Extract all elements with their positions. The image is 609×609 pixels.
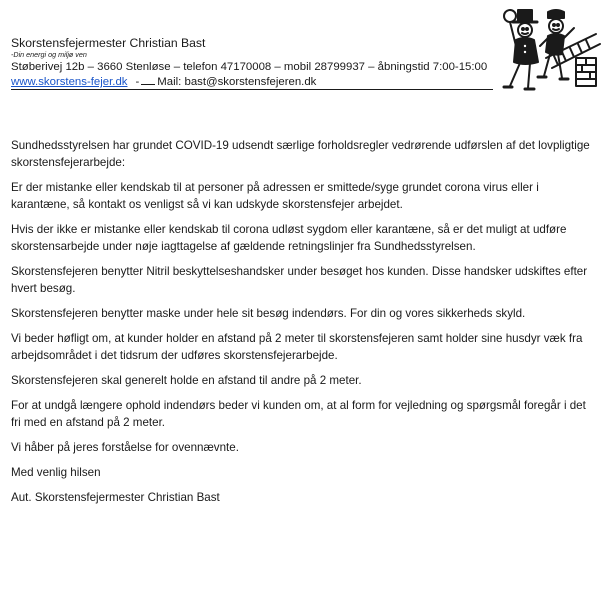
website-link[interactable]: www.skorstens-fejer.dk <box>11 76 128 88</box>
paragraph-gloves: Skorstensfejeren benytter Nitril beskyttelseshandsker under besøget hos kunden. Disse handsker udskiftes efter hvert besøg. <box>11 265 588 295</box>
paragraph-distance-general: Skorstensfejeren skal generelt holde en afstand til andre på 2 meter. <box>11 374 362 387</box>
paragraph-signature: Aut. Skorstensfejermester Christian Bast <box>11 491 220 504</box>
paragraph-outdoor-guidance: For at undgå længere ophold indendørs beder vi kunden om, at al form for vejledning og spørgsmål foregår i det fri med en afstand på 2 meter. <box>11 399 586 429</box>
paragraph-intro: Sundhedsstyrelsen har grundet COVID-19 udsendt særlige forholdsregler vedrørende udførslen af det lovpligtige skorstensfejerarbejde: <box>11 139 590 169</box>
mail-address: Mail: bast@skorstensfejeren.dk <box>157 76 317 88</box>
paragraph-suspicion: Er der mistanke eller kendskab til at personer på adressen er smittede/syge grundet corona virus eller i karantæne, så kontakt os venligst så vi kan udskyde skorstensfejer arbejdet. <box>11 181 539 211</box>
company-name: Skorstensfejermester Christian Bast <box>11 36 206 50</box>
letterhead <box>11 36 501 90</box>
paragraph-understanding: Vi håber på jeres forståelse for ovennævnte. <box>11 441 239 454</box>
separator: - <box>135 76 140 88</box>
paragraph-greeting: Med venlig hilsen <box>11 466 101 479</box>
chimney-sweep-logo-icon <box>498 6 602 94</box>
paragraph-mask: Skorstensfejeren benytter maske under hele sit besøg indendørs. For din og vores sikkerheds skyld. <box>11 307 526 320</box>
paragraph-distance-customers: Vi beder høfligt om, at kunder holder en afstand på 2 meter til skorstensfejeren samt holder sine husdyr væk fra arbejdsområdet i det tidsrum der udføres skorstensfejerarbejde. <box>11 332 583 362</box>
contact-line: Støberivej 12b – 3660 Stenløse – telefon 47170008 – mobil 28799937 – åbningstid 7:00-15:00 <box>11 61 488 73</box>
company-tagline: -Din energi og miljø ven <box>11 50 87 59</box>
blank-underline <box>141 74 155 85</box>
web-mail-line <box>11 74 493 90</box>
letter-body <box>11 137 596 514</box>
paragraph-no-suspicion: Hvis der ikke er mistanke eller kendskab til corona udløst sygdom eller karantæne, så er det muligt at udføre skorstensarbejde under nøje iagttagelse af gældende retningslinjer fra Sundhedsstyrelsen. <box>11 223 567 253</box>
